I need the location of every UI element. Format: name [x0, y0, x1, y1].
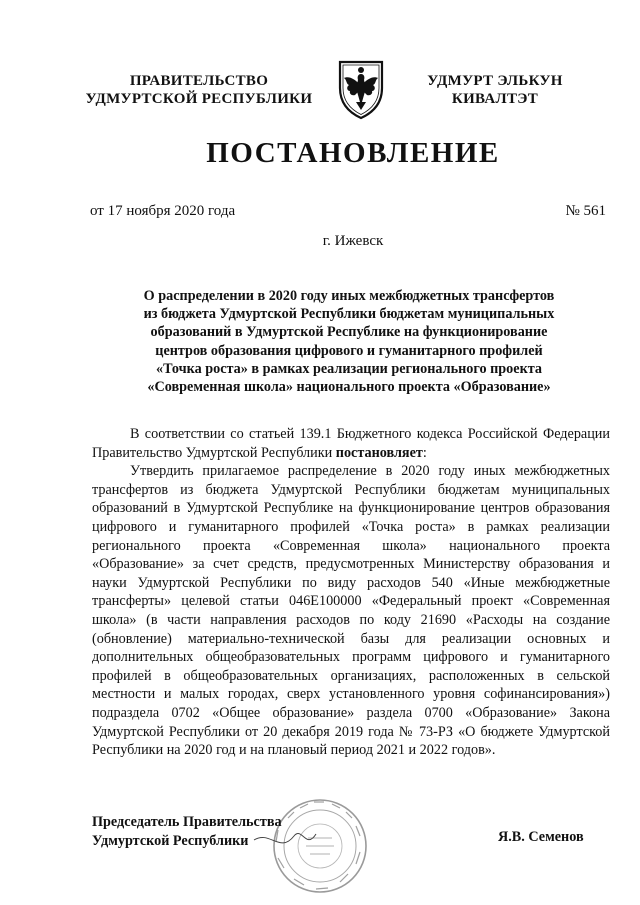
- preamble-end: :: [422, 444, 427, 461]
- subject-line: «Точка роста» в рамках реализации регионального проекта: [156, 360, 542, 377]
- preamble-text: В соответствии со статьей 139.1 Бюджетного кодекса Российской Федерации Правительство Удмуртской Республики: [92, 426, 610, 461]
- signatory-position: [92, 813, 282, 851]
- issuer-header-udmurt: [410, 72, 580, 108]
- subject-line: из бюджета Удмуртской Республики бюджетам муниципальных: [143, 306, 555, 323]
- signatory-name: Я.В. Семенов: [498, 829, 584, 845]
- subject-line: образований в Удмуртской Республике на функционирование: [150, 324, 548, 341]
- issuer-line-1: ПРАВИТЕЛЬСТВО: [129, 73, 269, 89]
- document-body: [92, 425, 610, 760]
- preamble-bold-verb: постановляет: [335, 444, 423, 461]
- subject-line: «Современная школа» национального проекта «Образование»: [147, 379, 551, 396]
- issuer-udmurt-line-1: УДМУРТ ЭЛЬКУН: [427, 73, 563, 89]
- document-date: от 17 ноября 2020 года: [90, 203, 236, 219]
- document-number: № 561: [565, 203, 606, 219]
- signatory-position-line-2: Удмуртской Республики: [92, 833, 249, 849]
- issuer-line-2: УДМУРТСКОЙ РЕСПУБЛИКИ: [85, 91, 313, 107]
- issuer-header-russian: [84, 72, 314, 108]
- signatory-position-line-1: Председатель Правительства: [92, 814, 282, 830]
- preamble-paragraph: [92, 425, 610, 462]
- document-title: ПОСТАНОВЛЕНИЕ: [206, 137, 500, 169]
- issuer-udmurt-line-2: КИВАЛТЭТ: [451, 91, 539, 107]
- subject-line: О распределении в 2020 году иных межбюджетных трансфертов: [143, 288, 555, 304]
- resolution-paragraph: Утвердить прилагаемое распределение в 2020 году иных межбюджетных трансфертов из бюджета Удмуртской Республики бюджетам муниципальных образований в Удмуртской Республике на функционирование центров образования цифрового и гуманитарного профилей «Точка роста» в рамках реализации регионального проекта «Современная школа» национального проекта «Образование» за счет средств, предусмотренных Министерству образования и науки Удмуртской Республики по виду расходов 540 «Иные межбюджетные трансферты» целевой статьи 046E100000 «Федеральный проект «Современная школа» (в части направления расходов по коду 21690 «Расходы на создание (обновление) материально-технической базы для реализации основных и дополнительных общеобразовательных программ цифрового и гуманитарного профилей в общеобразовательных организациях, расположенных в сельской местности и малых городах, сверх установленного уровня софинансирования») подраздела 0702 «Общее образование» раздела 0700 «Образование» Закона Удмуртской Республики от 20 декабря 2019 года № 73-РЗ «О бюджете Удмуртской Республики на 2020 год и на плановый период 2021 и 2022 годов».: [92, 463, 610, 759]
- document-city: г. Ижевск: [322, 233, 384, 249]
- subject-line: центров образования цифрового и гуманитарного профилей: [155, 342, 543, 359]
- udmurt-coat-of-arms-icon: [332, 58, 390, 120]
- document-subject: [104, 287, 594, 396]
